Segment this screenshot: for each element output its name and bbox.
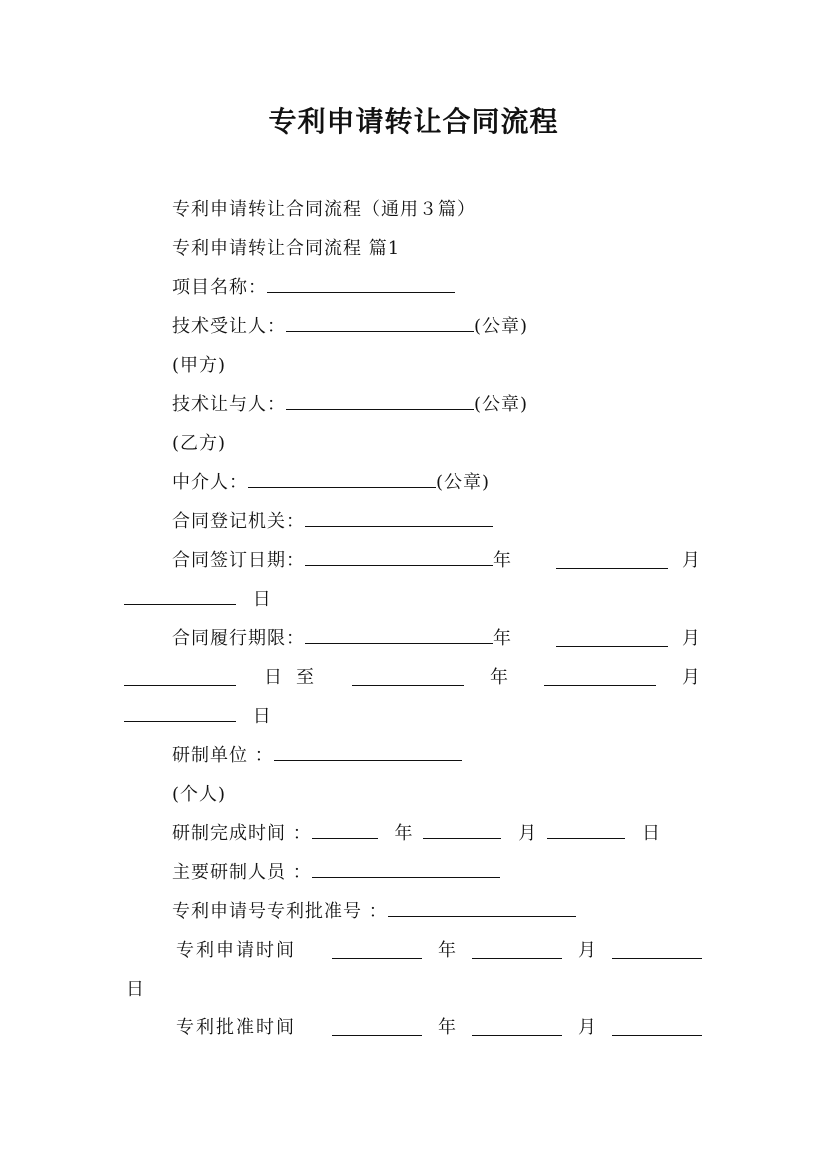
patent-grant-year-blank <box>332 1019 422 1036</box>
month-label: 月 <box>682 667 701 688</box>
month-label: 月 <box>578 1017 597 1038</box>
month-label: 月 <box>682 628 701 649</box>
day-label: 日 <box>252 589 272 610</box>
perform-period-label: 合同履行期限： <box>172 628 305 649</box>
main-dev-staff-line <box>172 861 500 885</box>
perform-end-year-blank <box>352 669 464 686</box>
dev-done-month-blank <box>423 822 501 839</box>
project-name-line <box>172 276 455 300</box>
patent-app-month-blank <box>472 942 562 959</box>
main-dev-staff-label: 主要研制人员 ： <box>172 862 312 883</box>
sign-month-blank <box>556 552 668 569</box>
perform-start-month-blank <box>556 630 668 647</box>
perform-period-line <box>172 627 512 651</box>
patent-app-day-blank <box>612 942 702 959</box>
dev-unit-label: 研制单位 ： <box>172 745 274 766</box>
perform-end-month-blank <box>544 669 656 686</box>
seal-label: (公章) <box>474 394 529 415</box>
project-name-blank <box>267 276 455 293</box>
project-name-label: 项目名称： <box>172 277 267 298</box>
patent-grant-time-label: 专利批准时间 <box>176 1017 296 1038</box>
transferee-line <box>172 315 528 339</box>
year-label: 年 <box>493 550 512 571</box>
transferor-line <box>172 393 528 417</box>
year-label: 年 <box>438 940 457 961</box>
party-a-label: (甲方) <box>172 355 227 376</box>
seal-label: (公章) <box>436 472 491 493</box>
patent-app-no-line <box>172 900 576 924</box>
individual-label: (个人) <box>172 784 227 805</box>
dev-unit-line <box>172 744 462 768</box>
dev-done-time-label: 研制完成时间 ： <box>172 823 312 844</box>
month-label: 月 <box>518 823 538 844</box>
year-label: 年 <box>394 823 414 844</box>
registry-label: 合同登记机关： <box>172 511 305 532</box>
section-heading: 专利申请转让合同流程 篇1 <box>172 238 401 259</box>
dev-done-day-blank <box>547 822 625 839</box>
perform-end-day-blank <box>124 705 236 722</box>
sign-date-cont <box>124 588 272 612</box>
sign-day-blank <box>124 588 236 605</box>
day-label: 日 <box>126 979 145 1000</box>
month-label: 月 <box>578 940 597 961</box>
perform-start-year-blank <box>305 627 493 644</box>
patent-app-year-blank <box>332 942 422 959</box>
seal-label: (公章) <box>474 316 529 337</box>
day-label: 日 <box>641 823 661 844</box>
day-label: 日 <box>264 667 283 688</box>
dev-unit-blank <box>274 744 462 761</box>
patent-grant-month-blank <box>472 1019 562 1036</box>
patent-app-no-label: 专利申请号专利批准号 ： <box>172 901 388 922</box>
patent-app-time-label: 专利申请时间 <box>176 940 296 961</box>
dev-done-year-blank <box>312 822 378 839</box>
dev-done-time-line <box>172 822 661 846</box>
month-label: 月 <box>682 550 701 571</box>
to-label: 至 <box>296 667 315 688</box>
transferor-blank <box>286 393 474 410</box>
patent-grant-day-blank <box>612 1019 702 1036</box>
registry-blank <box>305 510 493 527</box>
intermediary-blank <box>248 471 436 488</box>
patent-app-no-blank <box>388 900 576 917</box>
year-label: 年 <box>493 628 512 649</box>
document-title: 专利申请转让合同流程 <box>268 105 559 138</box>
transferee-label: 技术受让人： <box>172 316 286 337</box>
year-label: 年 <box>438 1017 457 1038</box>
day-label: 日 <box>252 706 272 727</box>
transferor-label: 技术让与人： <box>172 394 286 415</box>
registry-line <box>172 510 493 534</box>
sign-date-label: 合同签订日期： <box>172 550 305 571</box>
perform-start-day-blank <box>124 669 236 686</box>
perform-end-day-line <box>124 705 272 729</box>
intermediary-label: 中介人： <box>172 472 248 493</box>
sign-year-blank <box>305 549 493 566</box>
main-dev-staff-blank <box>312 861 500 878</box>
sign-date-line <box>172 549 512 573</box>
transferee-blank <box>286 315 474 332</box>
year-label: 年 <box>490 667 509 688</box>
document-subtitle: 专利申请转让合同流程（通用３篇） <box>172 199 476 220</box>
intermediary-line <box>172 471 490 495</box>
party-b-label: (乙方) <box>172 433 227 454</box>
